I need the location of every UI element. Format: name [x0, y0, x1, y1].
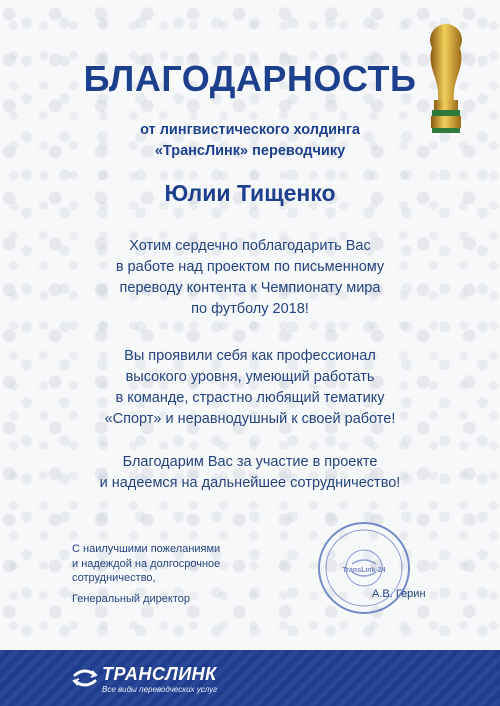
body-line: Хотим сердечно поблагодарить Вас [129, 238, 371, 254]
body-paragraph-3 [40, 452, 460, 494]
body-line: и надеемся на дальнейшее сотрудничество! [99, 475, 401, 491]
body-paragraph-1 [40, 236, 460, 320]
body-line: высокого уровня, умеющий работать [125, 369, 375, 385]
signer-name: А.В. Герин [372, 588, 426, 600]
translink-logo [72, 663, 252, 697]
closing-line: С наилучшими пожеланиями [72, 543, 221, 555]
body-line: по футболу 2018! [191, 301, 309, 317]
issuer-text [0, 120, 500, 162]
issuer-line: от лингвистического холдинга [140, 122, 360, 138]
closing-line: сотрудничество, [72, 572, 156, 584]
closing-wishes [72, 542, 272, 606]
recipient-name: Юлии Тищенко [164, 180, 336, 206]
translink-logo-icon [72, 665, 98, 691]
body-line: в работе над проектом по письменному [115, 259, 385, 275]
body-line: в команде, страстно любящий тематику [115, 390, 385, 406]
closing-line: и надеждой на долгосрочное [72, 557, 221, 570]
certificate-title: БЛАГОДАРНОСТЬ [83, 58, 417, 99]
body-line: Благодарим Вас за участие в проекте [122, 454, 378, 470]
body-line: «Спорт» и неравнодушный к своей работе! [104, 411, 396, 427]
logo-tagline: Все виды переводческих услуг [102, 685, 218, 694]
logo-name: ТРАНСЛИНК [102, 664, 217, 684]
body-paragraph-2 [40, 346, 460, 430]
closing-line: Генеральный директор [72, 592, 190, 605]
stamp-label: TransLink-24 [342, 567, 386, 574]
company-stamp-icon [316, 520, 412, 616]
body-line: переводу контента к Чемпионату мира [119, 280, 381, 296]
body-line: Вы проявили себя как профессионал [124, 348, 376, 364]
issuer-line: «ТрансЛинк» переводчику [154, 143, 346, 159]
